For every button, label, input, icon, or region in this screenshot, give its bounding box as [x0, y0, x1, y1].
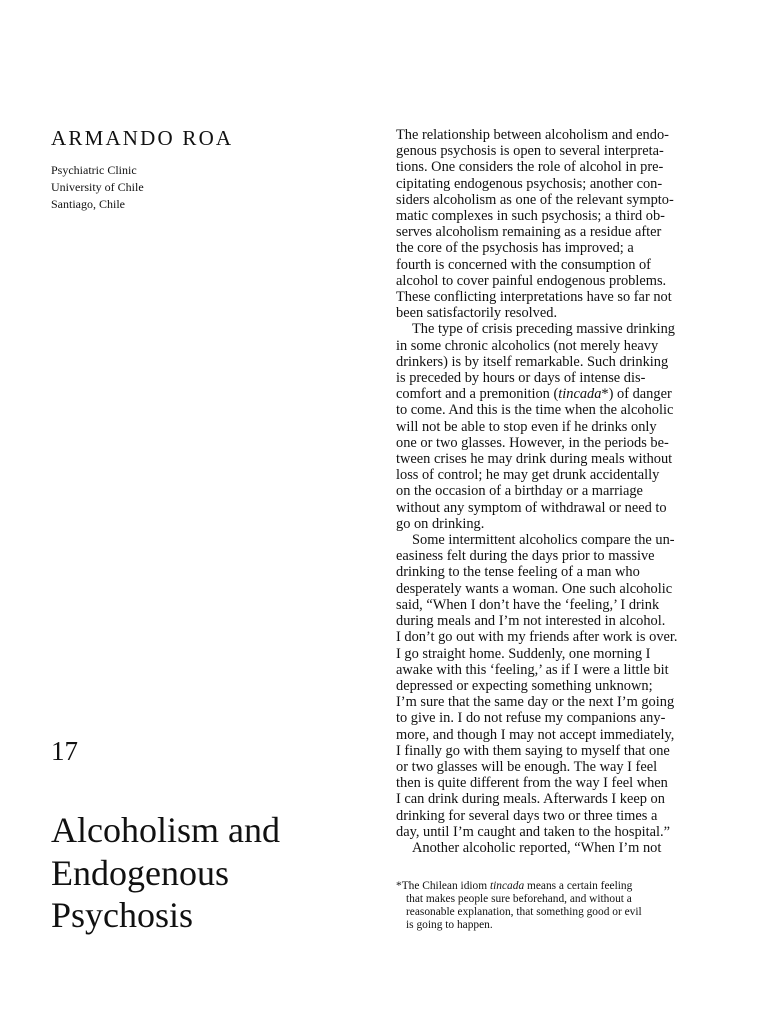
body-line: tions. One considers the role of alcohol in pre- [396, 159, 664, 176]
body-line: I’m sure that the same day or the next I’m going [396, 694, 675, 711]
body-line: I don’t go out with my friends after work is over. [396, 629, 678, 646]
body-line: drinking for several days two or three times a [396, 807, 658, 824]
body-line: I can drink during meals. Afterwards I keep on [396, 791, 665, 808]
body-line: tween crises he may drink during meals without [396, 451, 673, 468]
chapter-number: 17 [51, 736, 78, 766]
body-line: during meals and I’m not interested in alcohol. [396, 613, 666, 630]
title-line: Endogenous [51, 852, 229, 893]
body-line: to give in. I do not refuse my companions any- [396, 710, 666, 727]
body-line: The relationship between alcoholism and endo- [396, 127, 669, 143]
body-line: will not be able to stop even if he drinks only [396, 418, 657, 435]
body-line: Some intermittent alcoholics compare the un- [412, 532, 675, 549]
body-line: matic complexes in such psychosis; a third ob- [396, 208, 665, 225]
body-line: siders alcoholism as one of the relevant sympto- [396, 191, 674, 208]
body-line: more, and though I may not accept immediately, [396, 726, 675, 743]
body-line: depressed or expecting something unknown; [396, 677, 653, 694]
body-line: drinking to the tense feeling of a man who [396, 564, 640, 581]
body-line: The type of crisis preceding massive drinking [412, 321, 675, 338]
chapter-title [51, 809, 280, 937]
body-line: genous psychosis is open to several interpreta- [396, 143, 664, 160]
body-line: or two glasses will be enough. The way I feel [396, 758, 658, 775]
body-line: the core of the psychosis has improved; a [396, 240, 634, 257]
author-affiliation [51, 162, 144, 213]
body-line: I go straight home. Suddenly, one morning I [396, 645, 651, 662]
body-line: to come. And this is the time when the alcoholic [396, 402, 674, 419]
body-line: then is quite different from the way I feel when [396, 775, 668, 792]
body-line: go on drinking. [396, 515, 485, 532]
affiliation-line: University of Chile [51, 180, 144, 194]
body-line: comfort and a premonition (tincada*) of danger [396, 386, 672, 403]
body-line: loss of control; he may get drunk accidentally [396, 467, 660, 484]
footnote-line: is going to happen. [406, 919, 493, 931]
footnote [396, 880, 726, 932]
body-line: day, until I’m caught and taken to the hospital.” [396, 823, 671, 840]
body-line: easiness felt during the days prior to massive [396, 548, 655, 565]
body-line: on the occasion of a birthday or a marriage [396, 483, 643, 500]
body-line: is preceded by hours or days of intense dis- [396, 370, 646, 387]
body-line: drinkers) is by itself remarkable. Such drinking [396, 353, 669, 370]
title-line: Psychosis [51, 895, 194, 935]
body-line: desperately wants a woman. One such alcoholic [396, 580, 673, 597]
affiliation-line: Psychiatric Clinic [51, 163, 137, 177]
body-line: without any symptom of withdrawal or need to [396, 499, 667, 516]
body-line: Another alcoholic reported, “When I’m not [412, 839, 662, 856]
footnote-line: *The Chilean idiom tincada means a certain feeling [396, 880, 633, 892]
author-name: ARMANDO ROA [51, 126, 234, 150]
footnote-line: reasonable explanation, that something good or evil [406, 906, 642, 918]
body-line: These conflicting interpretations have so far not [396, 289, 672, 306]
body-line: in some chronic alcoholics (not merely heavy [396, 337, 659, 354]
body-line: awake with this ‘feeling,’ as if I were a little bit [396, 661, 669, 678]
footnote-line: that makes people sure beforehand, and without a [406, 893, 632, 905]
body-line: alcohol to cover painful endogenous problems. [396, 272, 667, 289]
body-line: I finally go with them saying to myself that one [396, 742, 670, 759]
body-line: said, “When I don’t have the ‘feeling,’ I drink [396, 596, 660, 613]
body-line: fourth is concerned with the consumption of [396, 256, 651, 273]
body-line: cipitating endogenous psychosis; another con- [396, 175, 663, 192]
body-text [396, 127, 721, 856]
body-line: one or two glasses. However, in the periods be- [396, 434, 669, 451]
title-line: Alcoholism and [51, 810, 280, 850]
body-line: serves alcoholism remaining as a residue after [396, 224, 662, 241]
body-line: been satisfactorily resolved. [396, 305, 558, 322]
affiliation-line: Santiago, Chile [51, 197, 125, 211]
